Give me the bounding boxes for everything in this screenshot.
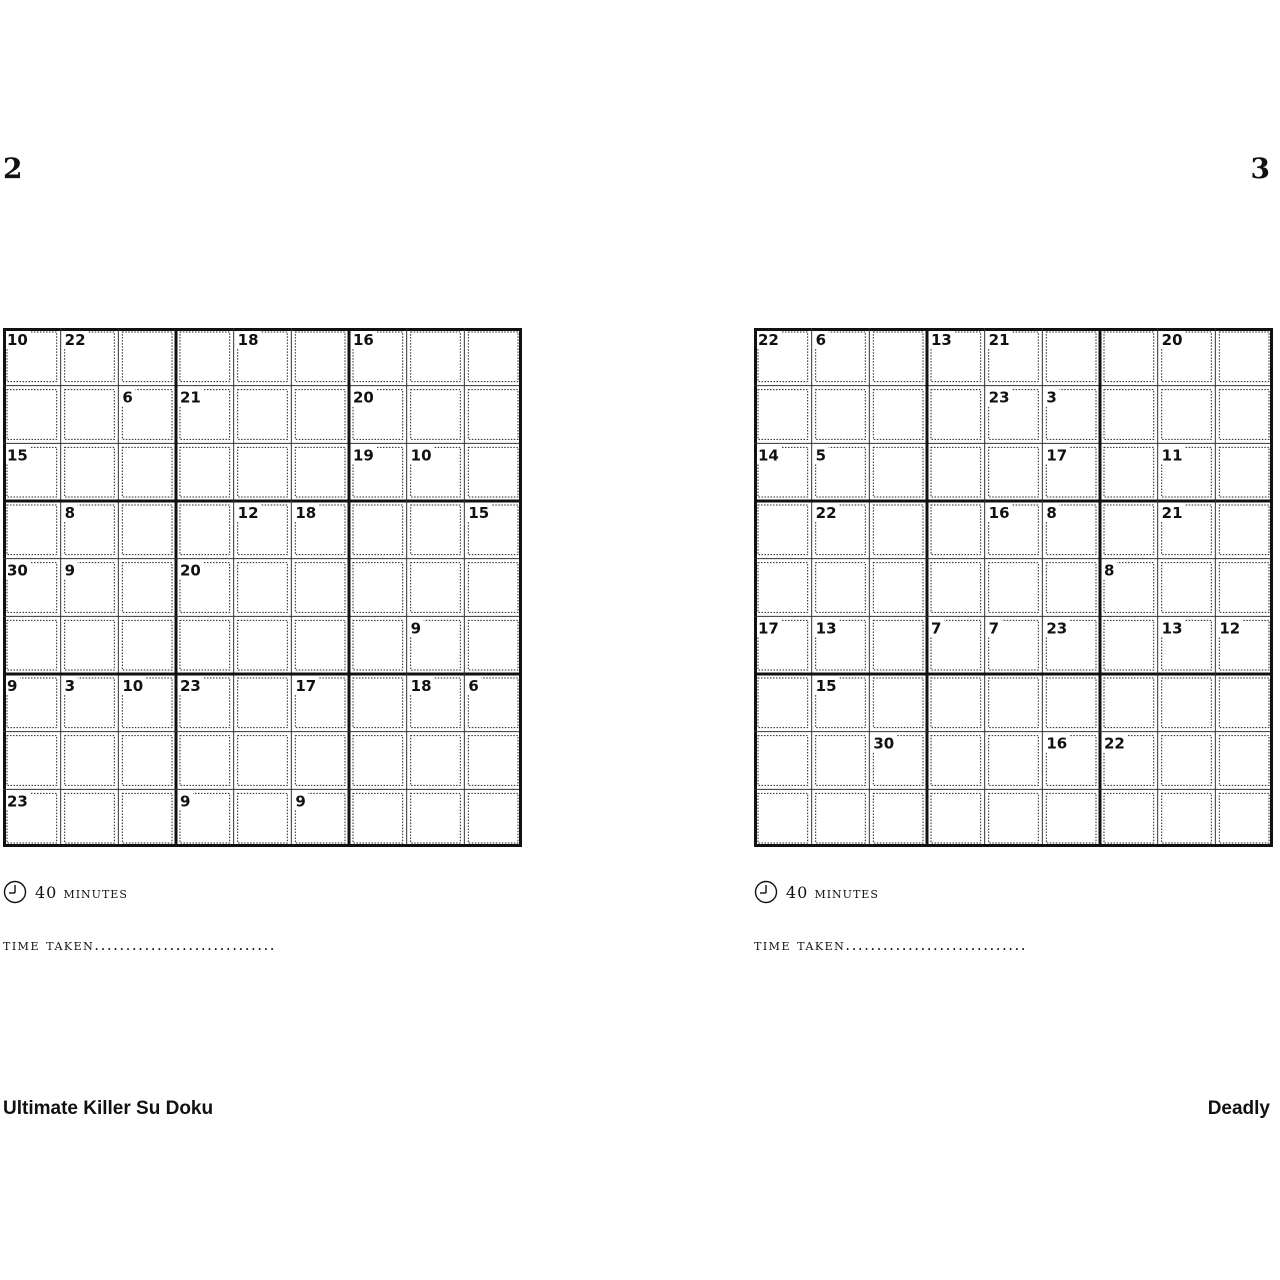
grid-cell[interactable] <box>931 563 981 613</box>
time-limit-left <box>3 880 128 904</box>
cage-clue: 22 <box>1104 734 1125 753</box>
grid-cell[interactable] <box>295 332 345 382</box>
cage-clue: 9 <box>410 619 422 638</box>
grid-cell[interactable] <box>353 736 403 786</box>
cage-clue: 3 <box>64 677 76 695</box>
grid-cell[interactable] <box>238 390 288 440</box>
grid-cell[interactable] <box>65 620 115 670</box>
grid-cell[interactable] <box>180 332 230 382</box>
grid-cell[interactable] <box>468 736 518 786</box>
grid-cell[interactable] <box>989 678 1039 728</box>
grid-cell[interactable] <box>411 563 461 613</box>
cage-clue: 9 <box>295 792 306 811</box>
grid-cell[interactable] <box>180 505 230 555</box>
cage-clue: 30 <box>873 734 895 753</box>
cage-clue: 22 <box>758 331 779 349</box>
grid-cell[interactable] <box>295 563 345 613</box>
grid-cell[interactable] <box>411 793 461 843</box>
grid-cell[interactable] <box>816 390 866 440</box>
grid-cell[interactable] <box>758 736 808 786</box>
grid-cell[interactable] <box>873 447 923 497</box>
grid-cell[interactable] <box>180 736 230 786</box>
grid-cell[interactable] <box>1104 505 1154 555</box>
grid-cell[interactable] <box>7 620 57 670</box>
grid-cell[interactable] <box>238 563 288 613</box>
cage-clue: 23 <box>7 792 28 811</box>
grid-cell[interactable] <box>468 563 518 613</box>
grid-cell[interactable] <box>873 390 923 440</box>
cage-clue: 17 <box>295 677 317 695</box>
cage-clue: 10 <box>410 446 432 465</box>
grid-cell[interactable] <box>238 678 288 728</box>
cage-clue: 18 <box>410 677 432 695</box>
grid-cell[interactable] <box>411 332 461 382</box>
grid-cell[interactable] <box>122 332 172 382</box>
grid-cell[interactable] <box>1104 332 1154 382</box>
grid-cell[interactable] <box>873 678 923 728</box>
cage-clue: 3 <box>1046 388 1057 407</box>
grid-cell[interactable] <box>931 390 981 440</box>
cage-clue: 6 <box>468 677 479 695</box>
grid-svg[interactable] <box>754 328 1273 847</box>
cage-clue: 12 <box>237 504 259 522</box>
cage-clue: 21 <box>988 331 1010 349</box>
grid-cell[interactable] <box>1104 793 1154 843</box>
cage-clue: 8 <box>1104 561 1115 580</box>
grid-cell[interactable] <box>122 736 172 786</box>
grid-cell[interactable] <box>65 447 115 497</box>
cage-clue: 13 <box>1161 619 1183 638</box>
cage-clue: 21 <box>180 388 201 407</box>
grid-cell[interactable] <box>65 793 115 843</box>
clock-icon <box>3 880 27 904</box>
grid-cell[interactable] <box>468 390 518 440</box>
cage-clue: 8 <box>64 504 76 522</box>
grid-cell[interactable] <box>353 563 403 613</box>
time-limit-text: 40 minutes <box>786 882 879 902</box>
grid-cell[interactable] <box>238 620 288 670</box>
grid-cell[interactable] <box>1104 620 1154 670</box>
time-limit-right <box>754 880 879 904</box>
grid-cell[interactable] <box>1162 793 1212 843</box>
grid-cell[interactable] <box>989 563 1039 613</box>
grid-cell[interactable] <box>873 620 923 670</box>
grid-cell[interactable] <box>353 793 403 843</box>
grid-cell[interactable] <box>1046 678 1096 728</box>
cage-clue: 15 <box>815 677 837 695</box>
page-number-right: 3 <box>1250 152 1270 185</box>
grid-cell[interactable] <box>758 793 808 843</box>
cage-clue: 11 <box>1161 446 1183 465</box>
grid-cell[interactable] <box>1104 447 1154 497</box>
cage-clue: 5 <box>815 446 827 465</box>
grid-cell[interactable] <box>353 505 403 555</box>
grid-cell[interactable] <box>816 793 866 843</box>
grid-cell[interactable] <box>1104 390 1154 440</box>
grid-cell[interactable] <box>122 505 172 555</box>
grid-cell[interactable] <box>122 620 172 670</box>
grid-cell[interactable] <box>411 505 461 555</box>
grid-cell[interactable] <box>1046 332 1096 382</box>
grid-cell[interactable] <box>7 505 57 555</box>
cage-clue: 17 <box>1046 446 1068 465</box>
grid-cell[interactable] <box>353 620 403 670</box>
cage-clue: 13 <box>815 619 837 638</box>
time-taken-right[interactable]: time taken............................. <box>754 936 1028 954</box>
grid-cell[interactable] <box>1162 678 1212 728</box>
grid-cell[interactable] <box>295 620 345 670</box>
cage-clue: 21 <box>1161 504 1183 522</box>
grid-cell[interactable] <box>758 563 808 613</box>
grid-cell[interactable] <box>758 390 808 440</box>
cage-clue: 9 <box>180 792 191 811</box>
grid-cell[interactable] <box>65 736 115 786</box>
grid-cell[interactable] <box>122 563 172 613</box>
cage-clue: 22 <box>64 331 86 349</box>
grid-cell[interactable] <box>238 736 288 786</box>
grid-cell[interactable] <box>1162 563 1212 613</box>
grid-cell[interactable] <box>295 447 345 497</box>
grid-cell[interactable] <box>7 390 57 440</box>
grid-cell[interactable] <box>1219 332 1269 382</box>
grid-cell[interactable] <box>931 793 981 843</box>
cage-clue: 10 <box>7 331 28 349</box>
cage-clue: 22 <box>815 504 837 522</box>
grid-cell[interactable] <box>758 678 808 728</box>
grid-cell[interactable] <box>411 736 461 786</box>
grid-cell[interactable] <box>411 390 461 440</box>
grid-cell[interactable] <box>1046 563 1096 613</box>
cage-clue: 7 <box>931 619 942 638</box>
grid-cell[interactable] <box>122 447 172 497</box>
time-limit-text: 40 minutes <box>35 882 128 902</box>
cage-clue: 9 <box>7 677 18 695</box>
grid-cell[interactable] <box>989 447 1039 497</box>
cage-clue: 6 <box>122 388 133 407</box>
book-title-footer: Ultimate Killer Su Doku <box>3 1098 214 1119</box>
killer-sudoku-grid-left[interactable] <box>3 328 522 847</box>
cage-clue: 13 <box>931 331 952 349</box>
grid-cell[interactable] <box>873 793 923 843</box>
cage-clue: 23 <box>988 388 1010 407</box>
grid-cell[interactable] <box>931 447 981 497</box>
grid-cell[interactable] <box>122 793 172 843</box>
grid-cell[interactable] <box>816 563 866 613</box>
grid-cell[interactable] <box>931 678 981 728</box>
cage-clue: 17 <box>758 619 779 638</box>
cage-clue: 16 <box>1046 734 1068 753</box>
grid-cell[interactable] <box>180 447 230 497</box>
grid-cell[interactable] <box>931 505 981 555</box>
grid-cell[interactable] <box>468 332 518 382</box>
grid-cell[interactable] <box>1219 390 1269 440</box>
grid-cell[interactable] <box>295 736 345 786</box>
time-taken-left[interactable]: time taken............................. <box>3 936 277 954</box>
cage-clue: 6 <box>815 331 827 349</box>
grid-cell[interactable] <box>7 736 57 786</box>
cage-clue: 18 <box>295 504 317 522</box>
grid-cell[interactable] <box>468 447 518 497</box>
grid-svg[interactable] <box>3 328 522 847</box>
grid-cell[interactable] <box>1162 390 1212 440</box>
killer-sudoku-grid-right[interactable] <box>754 328 1273 847</box>
grid-cell[interactable] <box>873 332 923 382</box>
grid-cell[interactable] <box>1046 793 1096 843</box>
grid-cell[interactable] <box>1162 736 1212 786</box>
grid-cell[interactable] <box>1219 678 1269 728</box>
cage-clue: 23 <box>180 677 201 695</box>
cage-clue: 15 <box>468 504 490 522</box>
grid-cell[interactable] <box>989 736 1039 786</box>
grid-cell[interactable] <box>1104 678 1154 728</box>
grid-cell[interactable] <box>989 793 1039 843</box>
cage-clue: 9 <box>64 561 76 580</box>
cage-clue: 12 <box>1219 619 1241 638</box>
grid-cell[interactable] <box>931 736 981 786</box>
grid-cell[interactable] <box>238 447 288 497</box>
cage-clue: 14 <box>758 446 779 465</box>
grid-cell[interactable] <box>468 793 518 843</box>
cage-clue: 19 <box>353 446 374 465</box>
grid-cell[interactable] <box>295 390 345 440</box>
cage-clue: 16 <box>353 331 374 349</box>
cage-clue: 20 <box>180 561 201 580</box>
grid-cell[interactable] <box>1219 447 1269 497</box>
grid-cell[interactable] <box>1219 505 1269 555</box>
grid-cell[interactable] <box>65 390 115 440</box>
cage-clue: 23 <box>1046 619 1068 638</box>
grid-cell[interactable] <box>816 736 866 786</box>
cage-clue: 10 <box>122 677 144 695</box>
cage-clue: 30 <box>7 561 28 580</box>
grid-cell[interactable] <box>873 563 923 613</box>
grid-cell[interactable] <box>873 505 923 555</box>
cage-clue: 16 <box>988 504 1010 522</box>
clock-icon <box>754 880 778 904</box>
grid-cell[interactable] <box>353 678 403 728</box>
grid-cell[interactable] <box>468 620 518 670</box>
grid-cell[interactable] <box>1219 563 1269 613</box>
grid-cell[interactable] <box>758 505 808 555</box>
cage-clue: 7 <box>988 619 1000 638</box>
grid-cell[interactable] <box>180 620 230 670</box>
cage-clue: 20 <box>353 388 374 407</box>
grid-cell[interactable] <box>1219 736 1269 786</box>
grid-cell[interactable] <box>1219 793 1269 843</box>
page-number-left: 2 <box>3 152 23 185</box>
difficulty-footer: Deadly <box>1207 1098 1270 1119</box>
cage-clue: 8 <box>1046 504 1057 522</box>
cage-clue: 20 <box>1161 331 1183 349</box>
cage-clue: 15 <box>7 446 28 465</box>
cage-clue: 18 <box>237 331 259 349</box>
grid-cell[interactable] <box>238 793 288 843</box>
